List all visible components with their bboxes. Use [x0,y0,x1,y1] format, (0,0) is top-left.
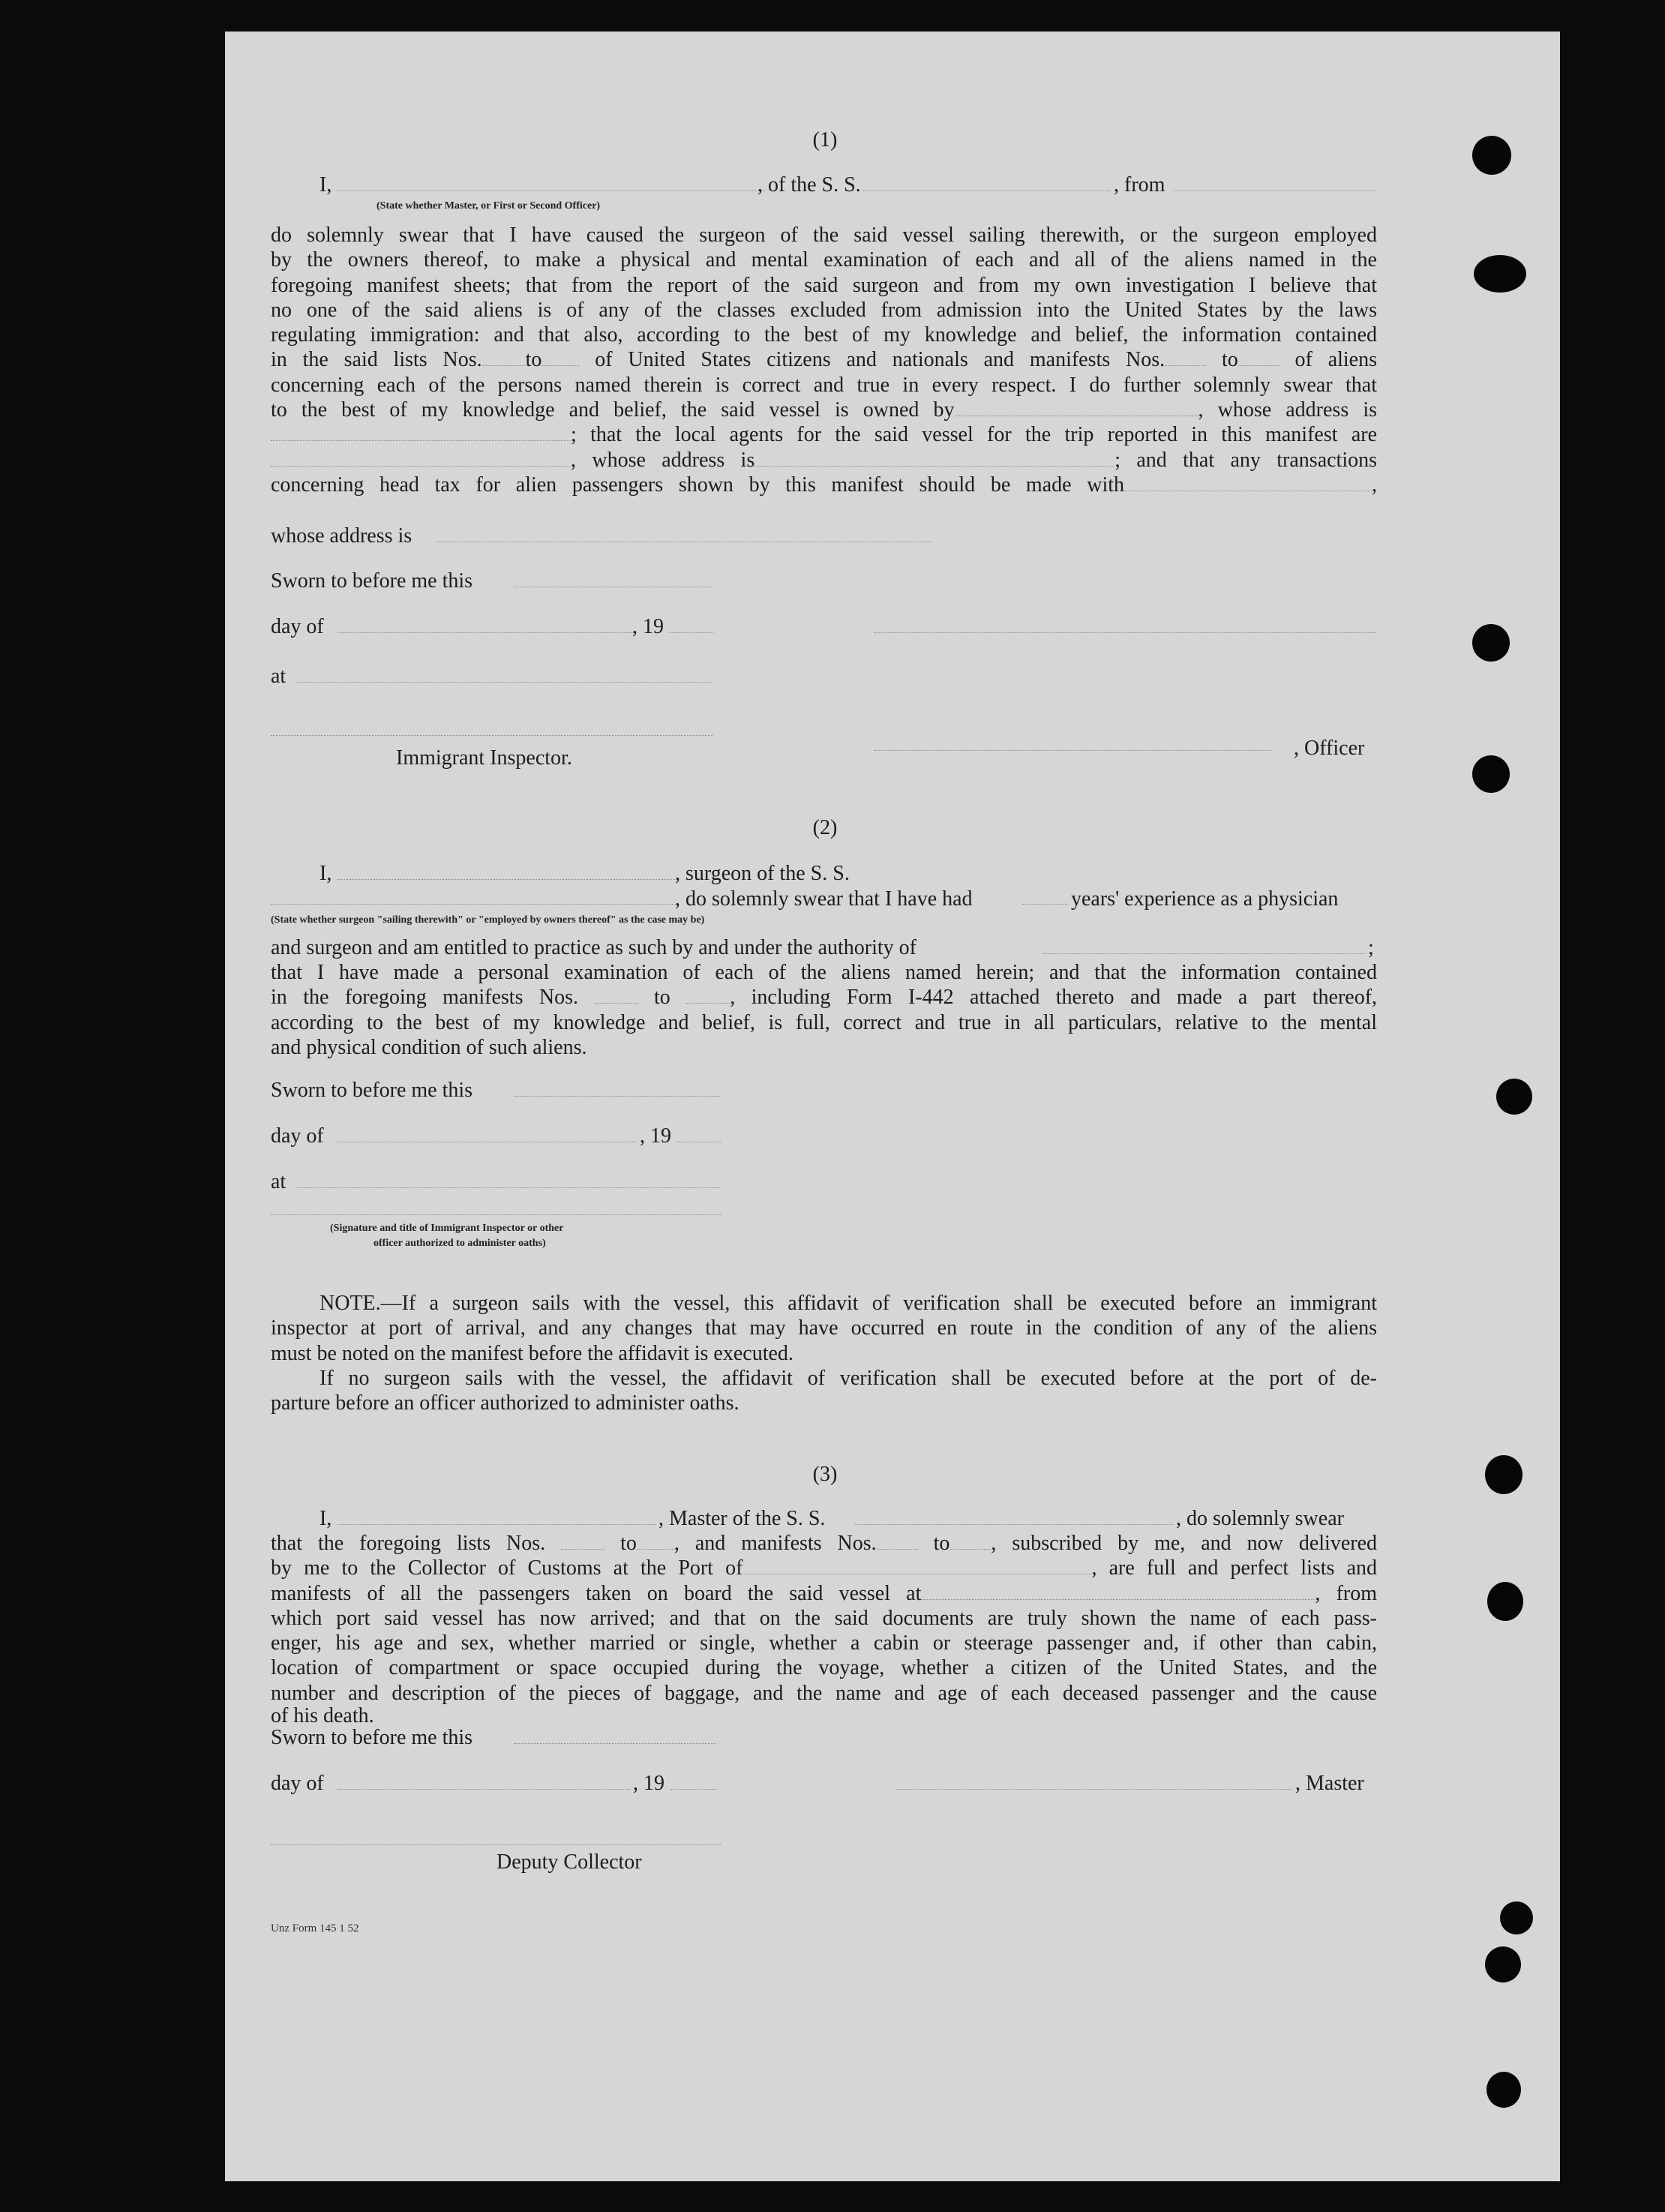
s3-sworn-field[interactable] [514,1743,716,1744]
s1-from: , from [1114,173,1166,197]
s3-master-label: , Master [1295,1772,1364,1795]
s1-line-7: concerning each of the persons named therein is correct and true in every respect. I do further solemnly swear that [271,373,1377,397]
s1-officer-note: (State whether Master, or First or Second Officer) [376,200,601,212]
s1-i: I, [320,173,332,197]
s1-line-8: to the best of my knowledge and belief, the said vessel is owned by , whose address is [271,398,1377,422]
s1-line-10: , whose address is ; and that any transactions [271,448,1377,473]
s2-years-field[interactable] [1022,904,1067,905]
s2-line-3b: ; [1368,936,1374,959]
s3-line-8: number and description of the pieces of baggage, and the name and age of each deceased passenger and the cause [271,1681,1377,1705]
form-number: Unz Form 145 1 52 [271,1922,359,1934]
s3-day-field[interactable] [338,1789,630,1790]
s1-officer-label: , Officer [1294,737,1365,760]
s2-line-6: according to the best of my knowledge and belief, is full, correct and true in all particulars, relative to the mental [271,1010,1377,1034]
binder-hole [1474,255,1526,293]
binder-hole [1485,1946,1521,1982]
s3-vessel-field[interactable] [855,1524,1174,1525]
s2-line-2b: years' experience as a physician [1071,887,1339,911]
s2-dayof: day of [271,1124,324,1148]
s2-line-5: in the foregoing manifests Nos. to , including Form I-442 attached thereto and made a part thereof, [271,986,1378,1010]
s3-last-line: of his death. [271,1704,374,1727]
s1-line-6: in the said lists Nos. to of United States citizens and nationals and manifests Nos. to of aliens [271,348,1378,372]
s1-line-1: do solemnly swear that I have caused the surgeon of the said vessel sailing therewith, or the surgeon employed [271,224,1377,247]
s1-year-field[interactable] [670,632,713,633]
s2-note2-line-2: parture before an officer authorized to administer oaths. [271,1391,740,1415]
section-2-number: (2) [812,816,838,839]
s2-signature-field[interactable] [271,1214,721,1215]
binder-hole [1472,755,1510,793]
s2-line-7: and physical condition of such aliens. [271,1036,587,1059]
binder-hole [1500,1901,1533,1934]
s1-inspector-signature-field[interactable] [271,735,713,736]
s1-line-5: regulating immigration: and that also, according to the best of my knowledge and belief, the information contained [271,323,1377,347]
s2-sig-note-1: (Signature and title of Immigrant Inspector or other [330,1223,564,1234]
s2-surgeon-name-field[interactable] [338,879,675,880]
s3-sworn: Sworn to before me this [271,1726,473,1749]
s2-nineteen: , 19 [640,1124,671,1148]
s3-body [271,1531,1377,1706]
section-1-number: (1) [812,128,838,152]
s3-master-name-field[interactable] [338,1524,656,1525]
s2-body [271,960,1377,1035]
s2-at: at [271,1170,286,1193]
s3-year-field[interactable] [670,1789,717,1790]
binder-hole [1472,136,1511,175]
s1-signature-field[interactable] [874,632,1376,633]
s2-authority-field[interactable] [1042,953,1365,954]
s2-sworn: Sworn to before me this [271,1079,473,1102]
s1-sworn: Sworn to before me this [271,569,473,593]
s3-nineteen: , 19 [633,1772,664,1795]
s1-line-4: no one of the said aliens is of any of the classes excluded from admission into the United States by the laws [271,298,1377,322]
s1-line-3: foregoing manifest sheets; that from the report of the said surgeon and from my own investigation I believe that [271,273,1377,297]
s2-surgeon-of-ss: , surgeon of the S. S. [675,862,850,885]
s1-at: at [271,665,286,688]
s3-swear: , do solemnly swear [1176,1507,1344,1530]
binder-hole [1472,624,1510,662]
s2-note-line-3: must be noted on the manifest before the affidavit is executed. [271,1342,794,1365]
s2-line-3: and surgeon and am entitled to practice as such by and under the authority of [271,936,916,959]
s2-sig-note-2: officer authorized to administer oaths) [374,1238,546,1249]
s3-deputy-label: Deputy Collector [496,1850,642,1874]
s1-at-field[interactable] [296,682,712,683]
s3-line-7: location of compartment or space occupied during the voyage, whether a citizen of the United States, and the [271,1656,1377,1680]
s2-note2-line-1: If no surgeon sails with the vessel, the affidavit of verification shall be executed before at the port of de- [320,1367,1377,1390]
s1-line-2: by the owners thereof, to make a physical and mental examination of each and all of the aliens named in the [271,248,1377,272]
s1-dayof: day of [271,615,324,638]
s1-inspector-label: Immigrant Inspector. [396,746,572,770]
s2-surgeon-status-field[interactable] [271,904,676,905]
s3-deputy-signature-field[interactable] [271,1844,721,1845]
s2-line-2a: , do solemnly swear that I have had [675,887,973,911]
s3-line-4: manifests of all the passengers taken on board the said vessel at , from [271,1581,1377,1605]
s1-line-9: ; that the local agents for the said vessel for the trip reported in this manifest are [271,422,1377,447]
s1-nineteen: , 19 [632,615,664,638]
binder-hole [1496,1079,1532,1115]
binder-hole [1485,1455,1522,1494]
s3-master-signature-field[interactable] [896,1789,1292,1790]
binder-hole [1487,1582,1523,1621]
s2-note-line-1: NOTE.—If a surgeon sails with the vessel, this affidavit of verification shall be executed before an immigrant [320,1292,1377,1315]
s2-note2 [271,1366,1377,1391]
s3-line-5: which port said vessel has now arrived; and that on the said documents are truly shown the name of each pass- [271,1606,1377,1630]
s3-line-2: that the foregoing lists Nos. to , and manifests Nos. to , subscribed by me, and now delivered [271,1532,1377,1555]
s3-line-6: enger, his age and sex, whether married or single, whether a cabin or steerage passenger and, if other than cabin, [271,1631,1377,1655]
s2-line-4: that I have made a personal examination of each of the aliens named herein; and that the information contained [271,961,1377,984]
s2-i: I, [320,862,332,885]
section-3-number: (3) [812,1463,838,1486]
s1-of-ss: , of the S. S. [758,173,861,197]
document-page [225,32,1560,2181]
s2-note-line-2: inspector at port of arrival, and any changes that may have occurred en route in the condition of any of the aliens [271,1316,1377,1340]
s1-line-12: whose address is [271,524,412,548]
binder-hole [1486,2072,1521,2108]
s2-surgeon-note: (State whether surgeon "sailing therewith" or "employed by owners thereof" as the case may be) [271,914,705,926]
s1-day-field[interactable] [338,632,634,633]
s1-line-11: concerning head tax for alien passengers shown by this manifest should be made with , [271,473,1377,497]
s3-master-of: , Master of the S. S. [658,1507,826,1530]
s2-note [271,1291,1377,1341]
s1-body [271,223,1377,497]
s2-at-field[interactable] [296,1187,720,1188]
s1-officer-signature-field[interactable] [874,750,1271,751]
s3-i: I, [320,1507,332,1530]
s3-dayof: day of [271,1772,324,1795]
s3-line-3: by me to the Collector of Customs at the Port of , are full and perfect lists and [271,1556,1377,1580]
s2-sworn-field[interactable] [514,1096,720,1097]
